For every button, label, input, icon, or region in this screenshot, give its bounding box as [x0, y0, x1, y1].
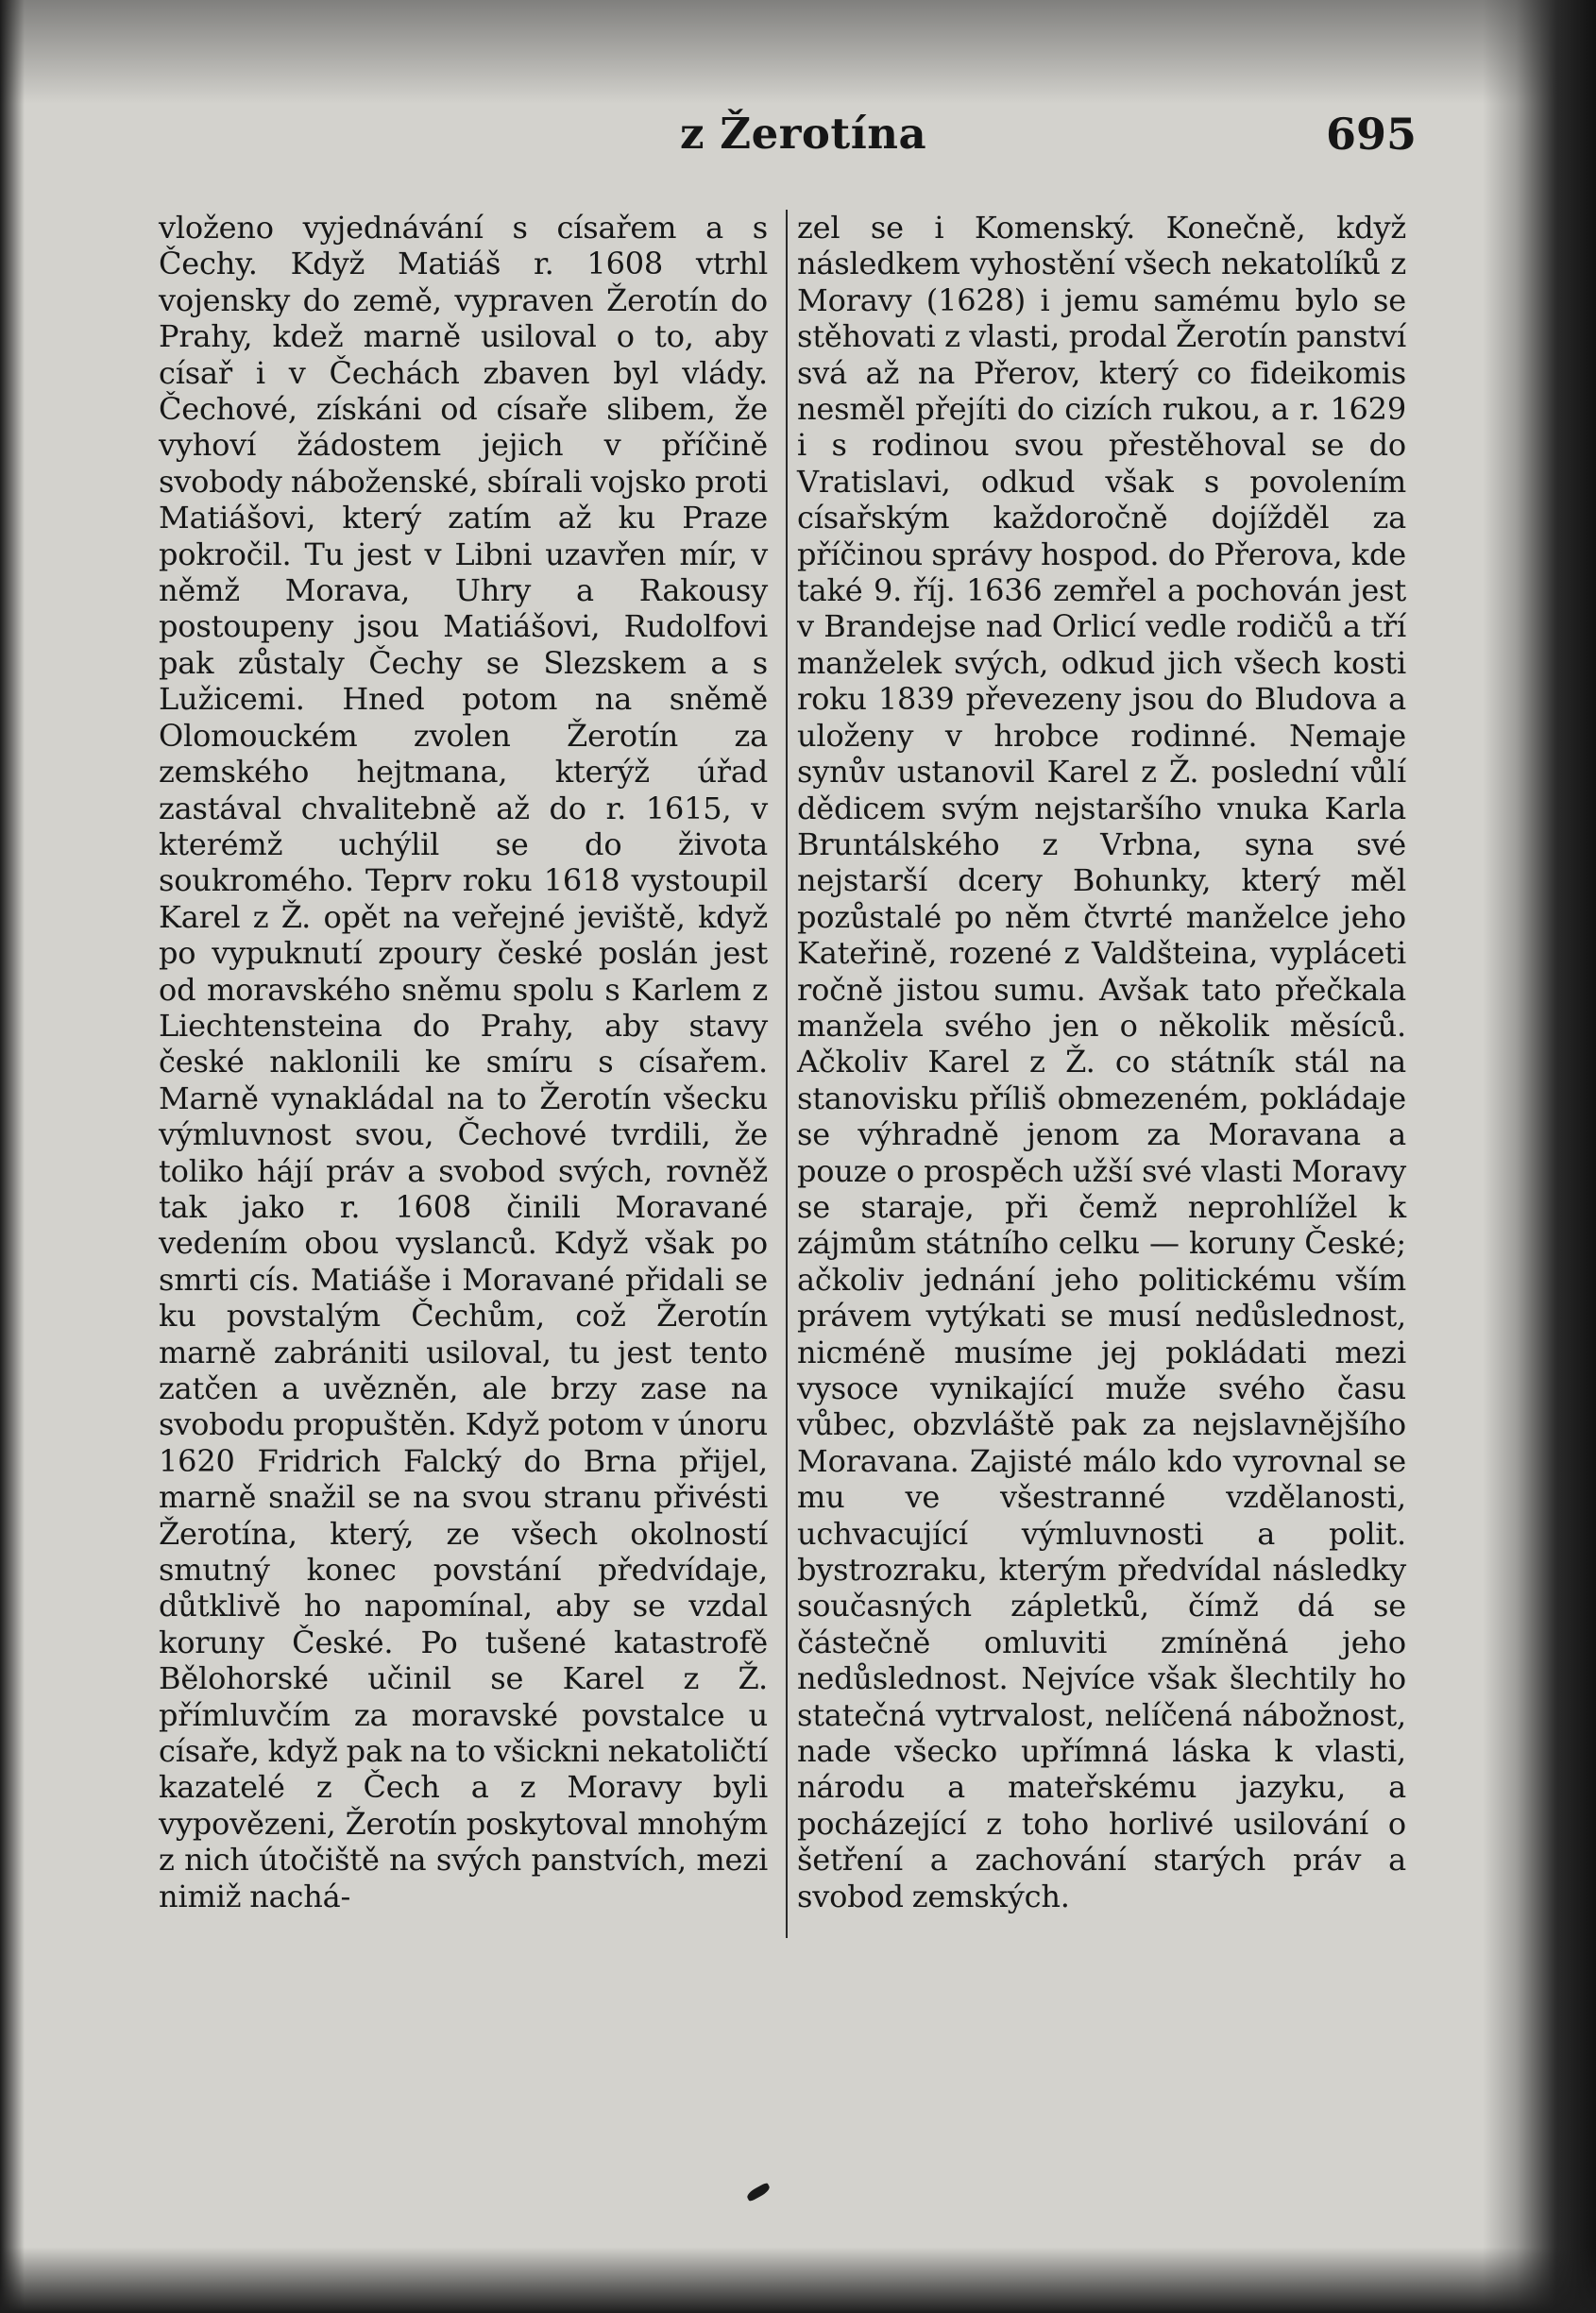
column-divider: [786, 210, 788, 1938]
page-header: [161, 99, 1417, 165]
running-title: z Žerotína: [680, 109, 927, 159]
scan-shadow-top: [0, 0, 1596, 104]
right-column-text: zel se i Komenský. Konečně, když následkem vyhostění všech nekatolíků z Moravy (1628) i jemu samému bylo se stěhovati z vlasti, prodal Žerotín panství svá až na Přerov, který co fideikomis nesměl přejíti do cizích rukou, a r. 1629 i s rodinou svou přestěhoval se do Vratislavi, odkud však s povolením císařským každoročně dojížděl za příčinou správy hospod. do Přerova, kde také 9. říj. 1636 zemřel a pochován jest v Brandejse nad Orlicí vedle rodičů a tří manželek svých, odkud jich všech kosti roku 1839 převezeny jsou do Bludova a uloženy v hrobce rodinné. Nemaje synův ustanovil Karel z Ž. poslední vůlí dědicem svým nejstaršího vnuka Karla Bruntálského z Vrbna, syna své nejstarší dcery Bohunky, který měl pozůstalé po něm čtvrté manželce jeho Kateřině, rozené z Valdšteina, vypláceti ročně jistou sumu. Avšak tato přečkala manžela svého jen o několik měsíců. Ačkoliv Karel z Ž. co státník stál na stanovisku příliš obmezeném, pokládaje se výhradně jenom za Moravana a pouze o prospěch užší své vlasti Moravy se staraje, při čemž neprohlížel k zájmům státního celku — koruny České; ačkoliv jednání jeho politickému vším právem vytýkati se musí nedůslednost, nicméně musíme jej pokládati mezi vysoce vynikající muže svého času vůbec, obzvláště pak za nejslavnějšího Moravana. Zajisté málo kdo vyrovnal se mu ve všestranné vzdělanosti, uchvacující výmluvnosti a polit. bystrozraku, kterým předvídal následky současných zápletků, čímž dá se částečně omluviti zmíněná jeho nedůslednost. Nejvíce však šlechtily ho statečná vytrvalost, nelíčená nábožnost, nade všecko upřímná láska k vlasti, národu a mateřskému jazyku, a pocházející z toho horlivé usilování o šetření a zachování starých práv a svobod zemských.: [797, 210, 1406, 1914]
scan-shadow-left: [0, 0, 25, 2313]
text-column-left: [159, 210, 768, 1914]
ink-mark: [745, 2182, 772, 2202]
left-column-text: vloženo vyjednávání s císařem a s Čechy. Když Matiáš r. 1608 vtrhl vojensky do země, vypraven Žerotín do Prahy, kdež marně usiloval o to, aby císař i v Čechách zbaven byl vlády. Čechové, získáni od císaře slibem, že vyhoví žádostem jejich v příčině svobody náboženské, sbírali vojsko proti Matiášovi, který zatím až ku Praze pokročil. Tu jest v Libni uzavřen mír, v němž Morava, Uhry a Rakousy postoupeny jsou Matiášovi, Rudolfovi pak zůstaly Čechy se Slezskem a s Lužicemi. Hned potom na sněmě Olomouckém zvolen Žerotín za zemského hejtmana, kterýž úřad zastával chvalitebně až do r. 1615, v kterémž uchýlil se do života soukromého. Teprv roku 1618 vystoupil Karel z Ž. opět na veřejné jeviště, když po vypuknutí zpoury české poslán jest od moravského sněmu spolu s Karlem z Liechtensteina do Prahy, aby stavy české naklonili ke smíru s císařem. Marně vynakládal na to Žerotín všecku výmluvnost svou, Čechové tvrdili, že toliko hájí práv a svobod svých, rovněž tak jako r. 1608 činili Moravané vedením obou vyslanců. Když však po smrti cís. Matiáše i Moravané přidali se ku povstalým Čechům, což Žerotín marně zabrániti usiloval, tu jest tento zatčen a uvězněn, ale brzy zase na svobodu propuštěn. Když potom v únoru 1620 Fridrich Falcký do Brna přijel, marně snažil se na svou stranu přivésti Žerotína, který, ze všech okolností smutný konec povstání předvídaje, důtklivě ho napomínal, aby se vzdal koruny České. Po tušené katastrofě Bělohorské učinil se Karel z Ž. přímluvčím za moravské povstalce u císaře, když pak na to všickni nekatoličtí kazatelé z Čech a z Moravy byli vypovězeni, Žerotín poskytoval mnohým z nich útočiště na svých panstvích, mezi nimiž nachá-: [159, 210, 768, 1914]
scan-shadow-bottom: [0, 2247, 1596, 2313]
text-column-right: [797, 210, 1406, 1914]
page-number: 695: [1325, 109, 1417, 160]
scan-shadow-right: [1483, 0, 1596, 2313]
